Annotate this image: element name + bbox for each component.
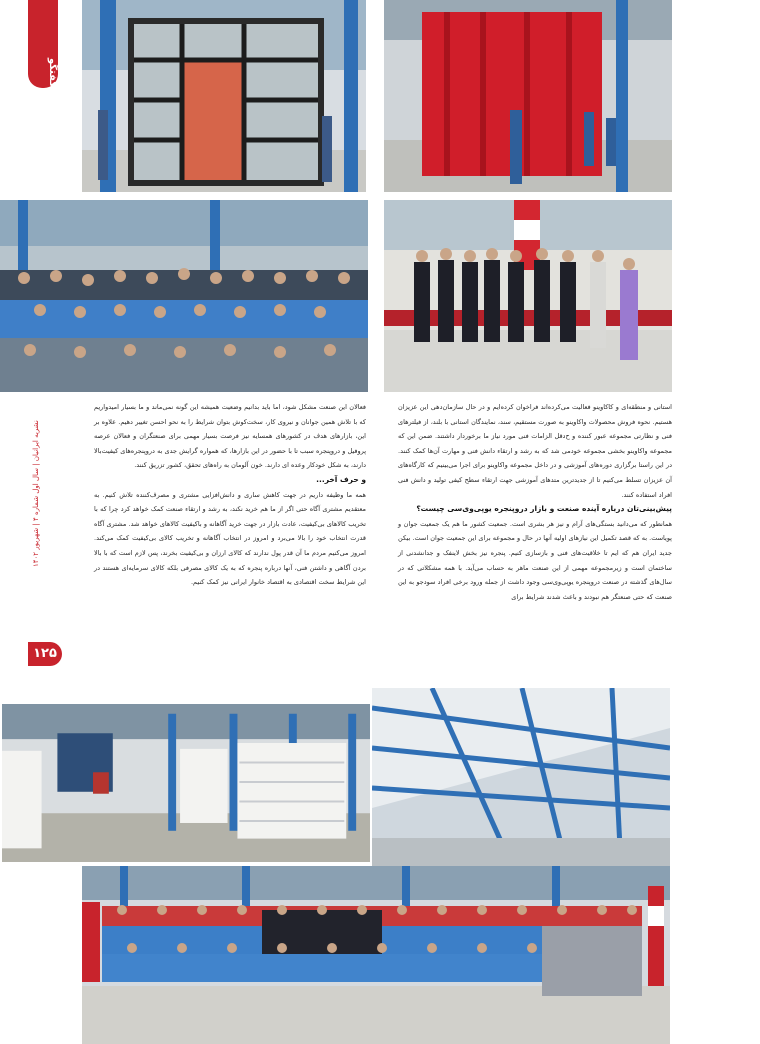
- column-right-paragraph-2: همانطور که می‌دانید بستگی‌های آرام و نیز هر بشری است. جمعیت کشور ما هم یک جمعیت جوان و پویاست. به که قصد تکمیل این نیازهای اولیه آنها در حال و مجموعه برای این جمعیت جوان است. بیکن جدید ایران هم که ایم تا خلاقیت‌های فنی و بازسازی کنیم. پنجره نیز بخش لاینفک و جدانشدنی از ساختمان است و زیرمجموعه مهمی از این صنعت ماهر به حساب می‌آید. با همه مشکلاتی که در سال‌های گذشته در صنعت درو‌پنجره یو‌پی‌وی‌سی وجود داشت از جمله ورود برخی افراد سودجو به این صنعت که حتی صنعتگر هم نبودند و باعث شدند شرایط برای: [398, 519, 672, 601]
- article-column-left: [94, 400, 366, 700]
- column-left-paragraph-2: همه ما وظیفه داریم در جهت کاهش ساری و دانش‌افزایی مشتری و مصرف‌کننده تلاش کنیم. به معتقدیم مشتری آگاه حتی اگر از ما هم خرید نکند، به رشد و ارتقاء صنعت کمک خواهد کرد چرا که با تخریب کالاهای بی‌کیفیت، عادت بازار در جهت خرید آگاهانه و باکیفیت کالاهای خواهد شد. مشتری آگاه قدرت انتخاب خود را بالا می‌برد و امروز در انتخاب آگاهانه و تخریب کالای بی‌کیفیت کمک می‌کند. امروز می‌کنیم مردم ما آن قدر پول ندارند که کالای ارزان و بی‌کیفیت بخرند، پس لازم است که با بالا بردن آگاهی و داشتن فنی، آنها درباره پنجره که به یک کالای مصرفی بلکه کالای سرمایه‌ای هستند در این شرایط سخت اقتصادی به اقتصاد خانوار ایرانی نیز کمک کنیم.: [94, 490, 366, 587]
- magazine-issue-info: نشریه ایرانیان | سال اول شماره ۴ | شهریور ۱۴۰۲: [32, 420, 40, 567]
- photo-officials-group: [384, 200, 672, 392]
- article-column-right: [398, 400, 672, 700]
- photo-warehouse: [0, 702, 372, 864]
- column-left-paragraph-1: فعالان این صنعت مشکل شود، اما باید بدانیم وضعیت همیشه این گونه نمی‌ماند و ما بسیار امیدواریم که با تلاش همین جوانان و نیروی کار، سخت‌کوش بتوان شرایط را به نحو احسن تغییر دهیم. علاوه بر این، بازارهای هدف در کشورهای همسایه نیز فرصت بسیار مهمی برای صنعتگران و فعالان عرصه پروفیل و درو‌پنجره سبب تا با حضور در این بازارها، که همواره گرایش جدی به درو‌پنجره‌های کیفیت‌بالا دارند، به شکل خودکار وعده ای دارند. خون آلومان به راه‌های تحقق، کشور تزریق کنند.: [94, 403, 366, 470]
- column-left-heading: و حرف آخر...: [316, 474, 366, 484]
- photo-large-group: [82, 866, 670, 1044]
- photo-factory-interior: [372, 688, 670, 888]
- column-right-paragraph-1: استانی و منطقه‌ای و کاکاوینو فعالیت می‌کرده‌اند فراخوان کرده‌ایم و در حال ساز‌مان‌دهی این عزیزان هستیم. نحوه فروش محصولات واکاوینو به صورت مستقیم، سند، نمایندگان استانی با بلند، از فیلترهای فنی و نظارتی مجموعه عبور کننده و ح‌دقل الزامات فنی مورد نیاز ما برخوردار داشتند. ضمن این که مجموعه واکاوینو بخشی مجموعه خودمی شد که به رشد و ارتقاء دانش فنی و مهارت آن‌ها کمک کنند. در این راستا برگزاری دوره‌های آموزشی و در داخل مجموعه واکاوینو برای اجرا می‌بینیم که کارگاه‌های آن عزیزان تسلط می‌کنیم تا از جدیدترین متدهای آموزشی جهت ارتقاء سطح کیفی تولید و دانش فنی افراد استفاده کنند.: [398, 403, 672, 499]
- column-right-heading: پیش‌بینی‌تان درباره آینده صنعت و بازار درو‌پنجره یو‌پی‌وی‌سی چیست؟: [416, 504, 672, 514]
- photo-glass-door-display: [82, 0, 366, 192]
- section-tab-label: گفتگو: [47, 58, 58, 88]
- section-tab: [28, 0, 58, 88]
- page-number: ۱۲۵: [28, 642, 62, 666]
- photo-worker-group-left: [0, 200, 368, 392]
- photo-red-curtain-booth: [384, 0, 672, 192]
